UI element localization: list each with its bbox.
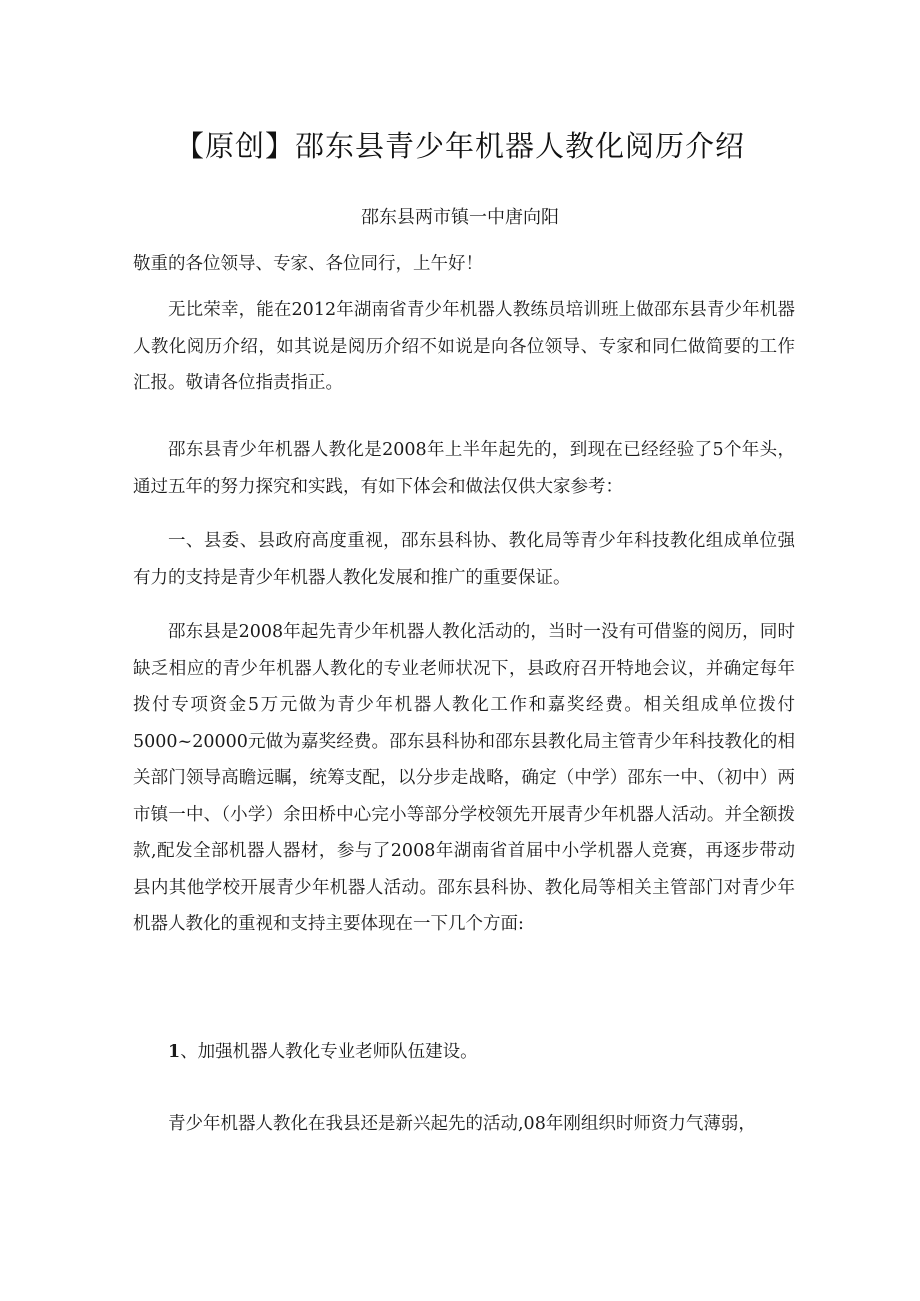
paragraph-2: 邵东县青少年机器人教化是2008年上半年起先的，到现在已经经验了5个年头，通过五年的努力探究和实践，有如下体会和做法仅供大家参考：: [133, 440, 795, 497]
document-title: 【原创】邵东县青少年机器人教化阅历介绍: [174, 129, 745, 163]
section-heading: [133, 1034, 795, 1071]
author-line: 邵东县两市镇一中唐向阳: [361, 207, 559, 228]
paragraph-3: 一、县委、县政府高度重视，邵东县科协、教化局等青少年科技教化组成单位强有力的支持是青少年机器人教化发展和推广的重要保证。: [133, 531, 795, 588]
paragraph-1: 无比荣幸，能在2012年湖南省青少年机器人教练员培训班上做邵东县青少年机器人教化阅历介绍，如其说是阅历介绍不如说是向各位领导、专家和同仁做简要的工作汇报。敬请各位指责指正。: [133, 300, 795, 393]
greeting: 敬重的各位领导、专家、各位同行，上午好！: [133, 254, 483, 274]
section-heading-number: 1: [168, 1042, 181, 1062]
section-heading-text: 、加强机器人教化专业老师队伍建设。: [180, 1042, 478, 1062]
paragraph-4: 邵东县是2008年起先青少年机器人教化活动的，当时一没有可借鉴的阅历，同时缺乏相应的青少年机器人教化的专业老师状况下，县政府召开特地会议，并确定每年拨付专项资金5万元做为青少年机器人教化工作和嘉奖经费。相关组成单位拨付5000~20000元做为嘉奖经费。邵东县科协和邵东县教化局主管青少年科技教化的相关部门领导高瞻远瞩，统筹支配，以分步走战略，确定（中学）邵东一中、（初中）两市镇一中、（小学）余田桥中心完小等部分学校领先开展青少年机器人活动。并全额拨款,配发全部机器人器材，参与了2008年湖南省首届中小学机器人竞赛，再逐步带动县内其他学校开展青少年机器人活动。邵东县科协、教化局等相关主管部门对青少年机器人教化的重视和支持主要体现在一下几个方面:: [133, 622, 795, 934]
paragraph-5: 青少年机器人教化在我县还是新兴起先的活动,08年刚组织时师资力气薄弱，: [168, 1114, 756, 1134]
